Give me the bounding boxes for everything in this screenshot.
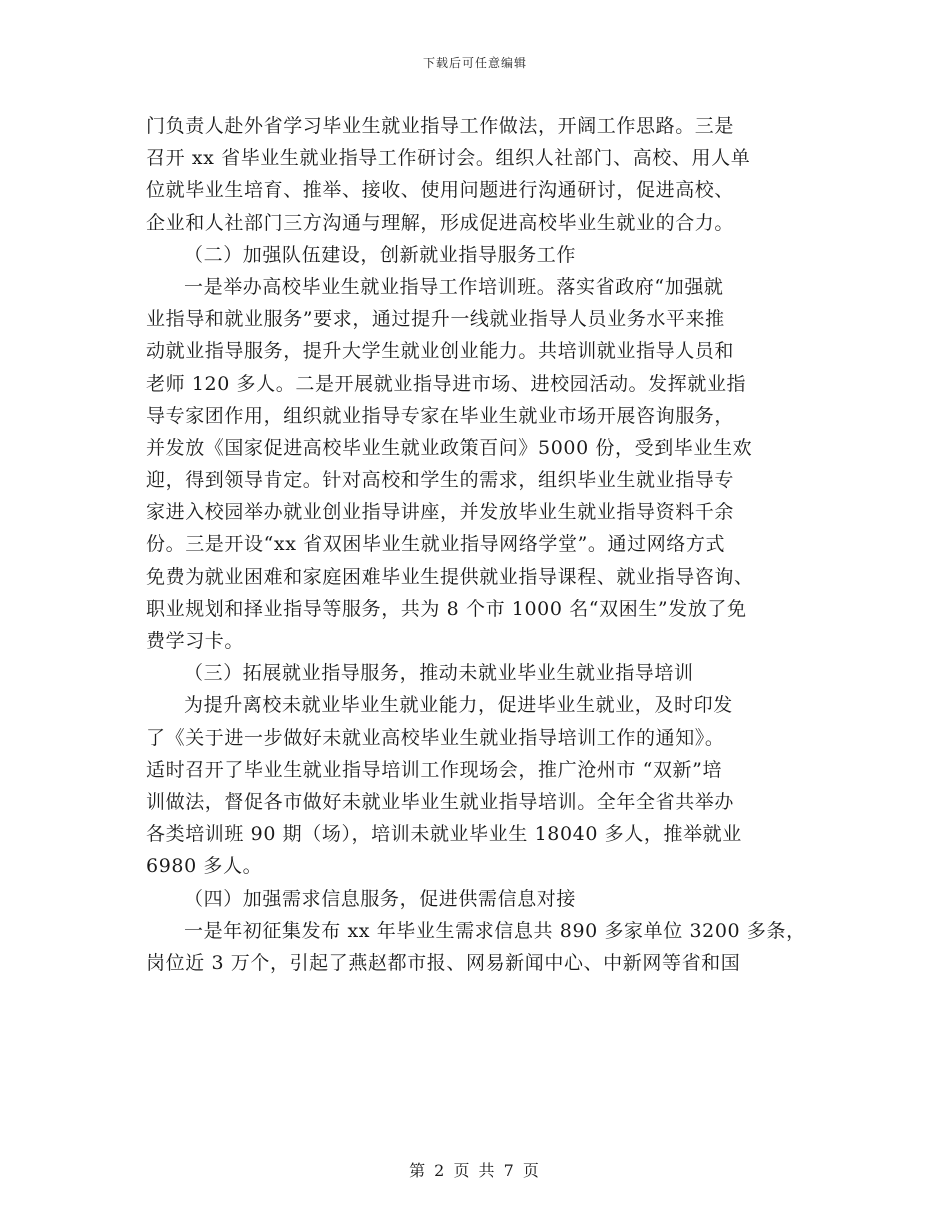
document-body <box>146 110 826 979</box>
section-heading: （二）加强队伍建设，创新就业指导服务工作 <box>184 243 577 266</box>
text-line: 门负责人赴外省学习毕业生就业指导工作做法，开阔工作思路。三是 <box>146 115 735 137</box>
text-line: 位就毕业生培育、推举、接收、使用问题进行沟通研讨，促进高校、 <box>146 179 735 202</box>
text-line: 动就业指导服务，提升大学生就业创业能力。共培训就业指导人员和 <box>146 340 735 363</box>
text-line: 导专家团作用，组织就业指导专家在毕业生就业市场开展咨询服务， <box>146 404 735 427</box>
text-line: 了《关于进一步做好未就业高校毕业生就业指导培训工作的通知》。 <box>146 726 725 749</box>
text-line: 为提升离校未就业毕业生就业能力，促进毕业生就业，及时印发 <box>184 694 733 717</box>
page-number: 第 2 页 共 7 页 <box>409 1161 541 1180</box>
text-line: 费学习卡。 <box>146 630 245 652</box>
text-line: 训做法，督促各市做好未就业毕业生就业指导培训。全年全省共举办 <box>146 790 735 813</box>
text-line: 份。三是开设“xx 省双困毕业生就业指导网络学堂”。通过网络方式 <box>146 533 726 556</box>
text-line: 老师 120 多人。二是开展就业指导进市场、进校园活动。发挥就业指 <box>146 372 747 395</box>
text-line: 一是举办高校毕业生就业指导工作培训班。落实省政府“加强就 <box>184 275 724 298</box>
text-line: 家进入校园举办就业创业指导讲座，并发放毕业生就业指导资料千余 <box>146 501 735 524</box>
text-line: 6980 多人。 <box>146 855 263 878</box>
text-line: 业指导和就业服务”要求，通过提升一线就业指导人员业务水平来推 <box>146 308 725 331</box>
section-heading: （四）加强需求信息服务，促进供需信息对接 <box>184 887 577 910</box>
section-heading: （三）拓展就业指导服务，推动未就业毕业生就业指导培训 <box>184 662 694 685</box>
text-line: 免费为就业困难和家庭困难毕业生提供就业指导课程、就业指导咨询、 <box>146 565 754 588</box>
page-header: 下载后可任意编辑 <box>422 56 527 70</box>
text-line: 各类培训班 90 期（场），培训未就业毕业生 18040 多人，推举就业 <box>146 823 742 846</box>
text-line: 岗位近 3 万个，引起了燕赵都市报、网易新闻中心、中新网等省和国 <box>146 951 741 974</box>
text-line: 适时召开了毕业生就业指导培训工作现场会，推广沧州市 “双新”培 <box>146 758 723 781</box>
text-line: 一是年初征集发布 xx 年毕业生需求信息共 890 多家单位 3200 多条， <box>184 919 806 942</box>
text-line: 职业规划和择业指导等服务，共为 8 个市 1000 名“双困生”发放了免 <box>146 597 747 620</box>
text-line: 迎，得到领导肯定。针对高校和学生的需求，组织毕业生就业指导专 <box>146 469 735 492</box>
text-line: 并发放《国家促进高校毕业生就业政策百问》5000 份，受到毕业生欢 <box>146 436 753 459</box>
text-line: 企业和人社部门三方沟通与理解，形成促进高校毕业生就业的合力。 <box>146 211 735 234</box>
text-line: 召开 xx 省毕业生就业指导工作研讨会。组织人社部门、高校、用人单 <box>146 147 751 170</box>
